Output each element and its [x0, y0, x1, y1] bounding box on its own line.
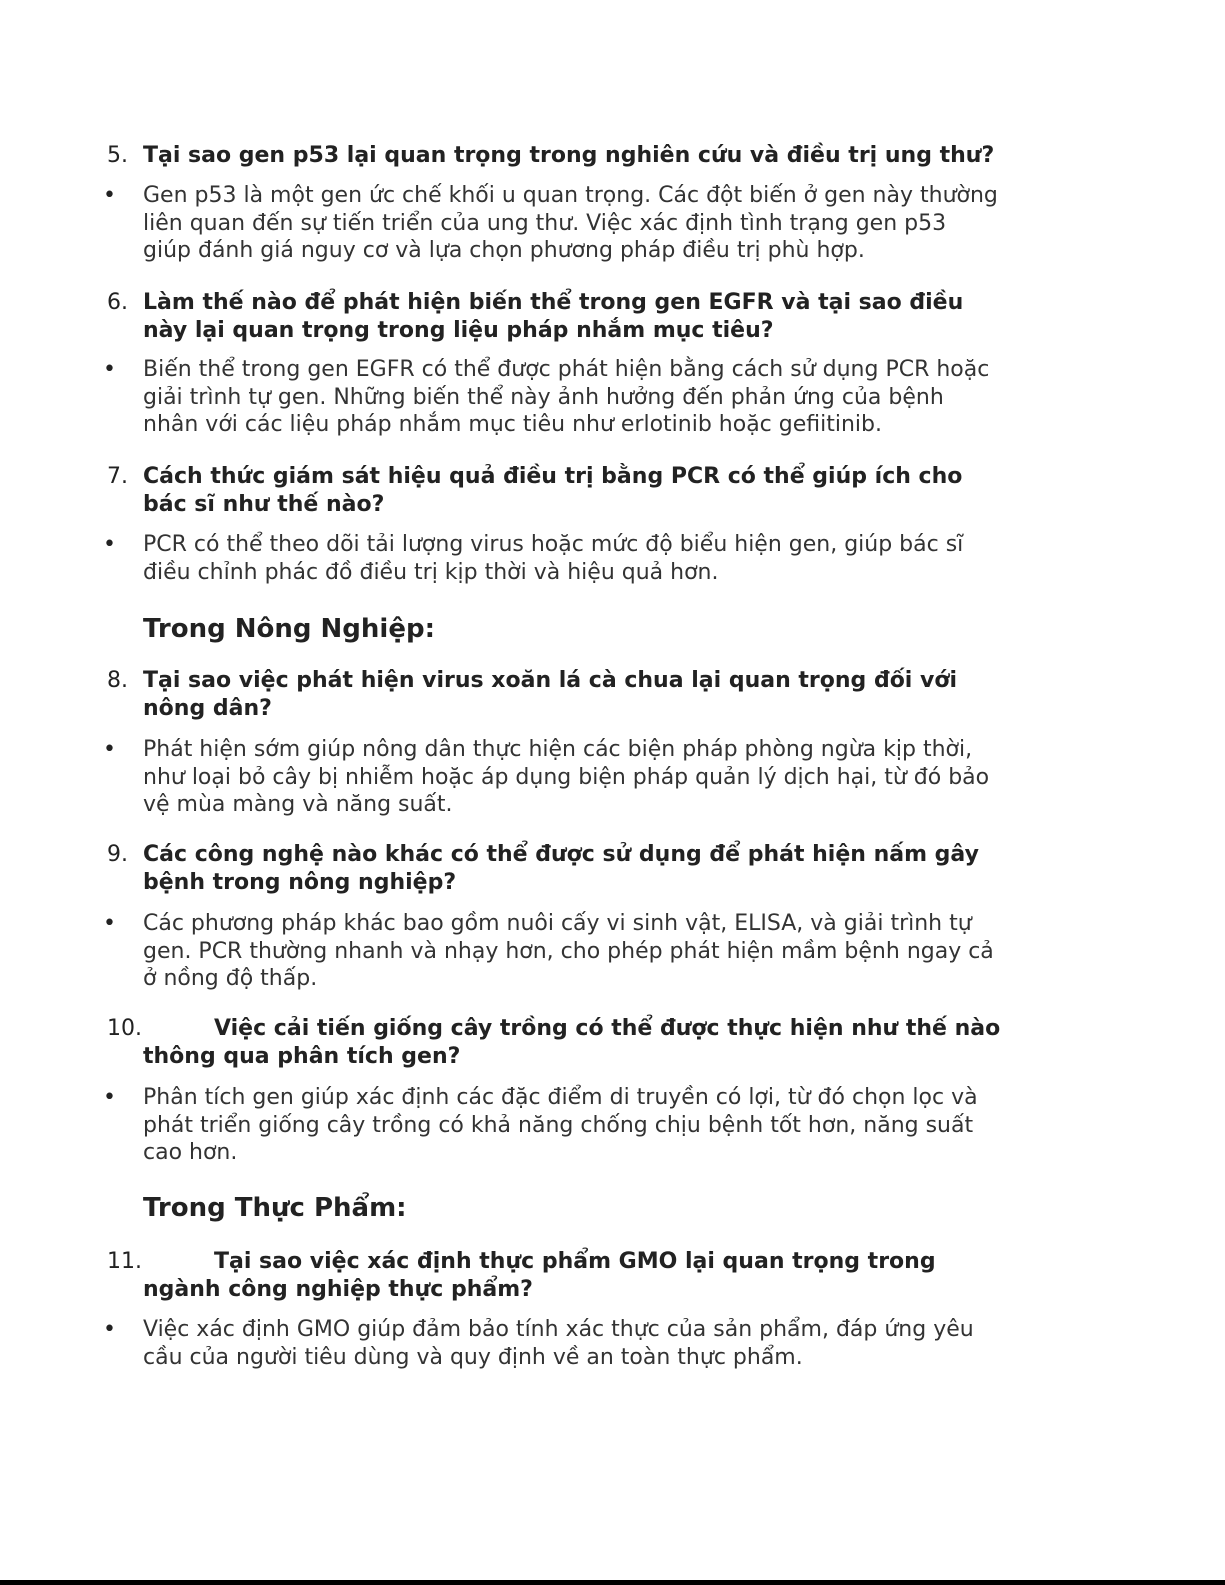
question — [143, 667, 1078, 723]
item-number: 7. — [107, 464, 128, 489]
bullet-icon: • — [103, 532, 116, 557]
answer-line: cầu của người tiêu dùng và quy định về an toàn thực phẩm. — [143, 1344, 803, 1370]
answer-line: vệ mùa màng và năng suất. — [143, 792, 453, 817]
item-number: 5. — [107, 143, 128, 168]
answer-line: gen. PCR thường nhanh và nhạy hơn, cho phép phát hiện mầm bệnh ngay cả — [143, 938, 994, 964]
question-line: bác sĩ như thế nào? — [143, 492, 385, 517]
answer-text — [143, 1316, 1078, 1371]
question-line: Cách thức giám sát hiệu quả điều trị bằng PCR có thể giúp ích cho — [143, 464, 963, 489]
answer-line: liên quan đến sự tiến triển của ung thư. Việc xác định tình trạng gen p53 — [143, 210, 947, 236]
question — [143, 1248, 1078, 1304]
answer-line: giúp đánh giá nguy cơ và lựa chọn phương pháp điều trị phù hợp. — [143, 238, 865, 263]
question-line: Làm thế nào để phát hiện biến thể trong gen EGFR và tại sao điều — [143, 290, 964, 315]
answer-line: Các phương pháp khác bao gồm nuôi cấy vi sinh vật, ELISA, và giải trình tự — [143, 911, 972, 936]
answer-line: điều chỉnh phác đồ điều trị kịp thời và hiệu quả hơn. — [143, 559, 719, 585]
answer-line: Biến thể trong gen EGFR có thể được phát hiện bằng cách sử dụng PCR hoặc — [143, 357, 990, 382]
answer-line: Gen p53 là một gen ức chế khối u quan trọng. Các đột biến ở gen này thường — [143, 183, 998, 208]
answer-text — [143, 182, 1078, 265]
item-number: 8. — [107, 668, 128, 693]
question — [143, 1015, 1078, 1071]
item-number: 9. — [107, 842, 128, 867]
bullet-icon: • — [103, 183, 116, 208]
bullet-icon: • — [103, 357, 116, 382]
item-number: 10. — [107, 1016, 142, 1041]
answer-line: Việc xác định GMO giúp đảm bảo tính xác thực của sản phẩm, đáp ứng yêu — [143, 1317, 974, 1342]
question-line: này lại quan trọng trong liệu pháp nhắm mục tiêu? — [143, 318, 774, 343]
answer-line: phát triển giống cây trồng có khả năng chống chịu bệnh tốt hơn, năng suất — [143, 1112, 974, 1138]
answer-line: như loại bỏ cây bị nhiễm hoặc áp dụng biện pháp quản lý dịch hại, từ đó bảo — [143, 764, 990, 790]
question — [143, 142, 1078, 170]
answer-line: Phân tích gen giúp xác định các đặc điểm di truyền có lợi, từ đó chọn lọc và — [143, 1085, 978, 1110]
answer-line: cao hơn. — [143, 1140, 238, 1165]
answer-text — [143, 910, 1078, 993]
answer-line: PCR có thể theo dõi tải lượng virus hoặc mức độ biểu hiện gen, giúp bác sĩ — [143, 532, 964, 557]
answer-text — [143, 1084, 1078, 1167]
bullet-icon: • — [103, 737, 116, 762]
question-line: Tại sao việc xác định thực phẩm GMO lại quan trọng trong — [214, 1249, 936, 1274]
page-bottom-border — [0, 1580, 1225, 1585]
bullet-icon: • — [103, 1317, 116, 1342]
section-heading: Trong Thực Phẩm: — [143, 1193, 407, 1223]
answer-line: Phát hiện sớm giúp nông dân thực hiện các biện pháp phòng ngừa kịp thời, — [143, 737, 973, 762]
question-line: bệnh trong nông nghiệp? — [143, 870, 457, 895]
answer-text — [143, 356, 1078, 439]
question-line: Tại sao gen p53 lại quan trọng trong nghiên cứu và điều trị ung thư? — [143, 143, 995, 168]
question-line: Tại sao việc phát hiện virus xoăn lá cà chua lại quan trọng đối với — [143, 668, 957, 693]
bullet-icon: • — [103, 911, 116, 936]
question-line: thông qua phân tích gen? — [143, 1044, 461, 1069]
answer-text — [143, 531, 1078, 586]
question — [143, 289, 1078, 345]
section-heading: Trong Nông Nghiệp: — [143, 614, 435, 644]
item-number: 6. — [107, 290, 128, 315]
answer-text — [143, 736, 1078, 819]
item-number: 11. — [107, 1249, 142, 1274]
question-line: ngành công nghiệp thực phẩm? — [143, 1277, 533, 1302]
answer-line: giải trình tự gen. Những biến thể này ảnh hưởng đến phản ứng của bệnh — [143, 384, 944, 410]
answer-line: nhân với các liệu pháp nhắm mục tiêu như erlotinib hoặc gefiitinib. — [143, 412, 882, 437]
bullet-icon: • — [103, 1085, 116, 1110]
question-line: Việc cải tiến giống cây trồng có thể được thực hiện như thế nào — [214, 1016, 1001, 1041]
answer-line: ở nồng độ thấp. — [143, 966, 318, 991]
question — [143, 841, 1078, 897]
question-line: nông dân? — [143, 696, 272, 721]
question — [143, 463, 1078, 519]
question-line: Các công nghệ nào khác có thể được sử dụng để phát hiện nấm gây — [143, 842, 979, 867]
